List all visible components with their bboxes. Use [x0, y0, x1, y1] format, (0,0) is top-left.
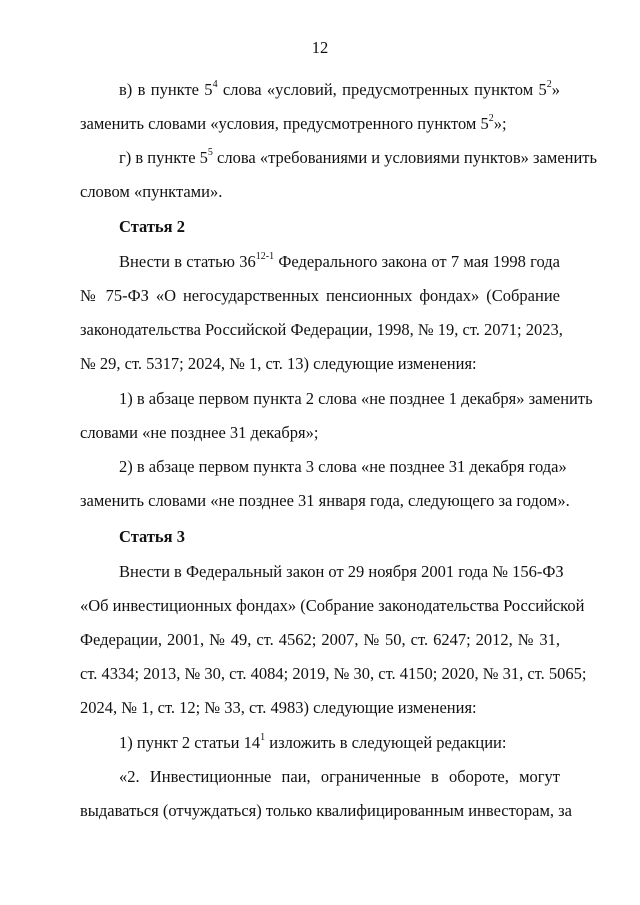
- paragraph-line: 2) в абзаце первом пункта 3 слова «не позднее 31 декабря года»: [119, 457, 567, 476]
- paragraph-line: выдаваться (отчуждаться) только квалифицированным инвесторам, за: [80, 801, 572, 820]
- paragraph-line: Внести в статью 36$^{12-1}$ Федерального закона от 7 мая 1998 года: [119, 250, 560, 271]
- paragraph-line: № 75-ФЗ «О негосударственных пенсионных фондах» (Собрание: [80, 286, 560, 305]
- article-heading: Статья 3: [119, 527, 185, 546]
- paragraph-line: ст. 4334; 2013, № 30, ст. 4084; 2019, № 30, ст. 4150; 2020, № 31, ст. 5065;: [80, 664, 587, 683]
- paragraph-line: заменить словами «не позднее 31 января года, следующего за годом».: [80, 491, 570, 510]
- article-heading: Статья 2: [119, 217, 185, 236]
- page-number: 12: [311, 38, 329, 57]
- paragraph-line: г) в пункте $5^5$ слова «требованиями и условиями пунктов» заменить: [119, 146, 598, 167]
- paragraph-line: 2024, № 1, ст. 12; № 33, ст. 4983) следующие изменения:: [80, 698, 477, 717]
- paragraph-line: законодательства Российской Федерации, 1998, № 19, ст. 2071; 2023,: [80, 320, 563, 339]
- paragraph-line: в) в пункте $5^4$ слова «условий, предусмотренных пунктом $5^2$»: [119, 78, 560, 99]
- paragraph-line: Федерации, 2001, № 49, ст. 4562; 2007, № 50, ст. 6247; 2012, № 31,: [80, 630, 560, 649]
- paragraph-line: «Об инвестиционных фондах» (Собрание законодательства Российской: [80, 596, 585, 615]
- paragraph-line: 1) пункт 2 статьи $14^1$ изложить в следующей редакции:: [119, 731, 507, 752]
- paragraph-line: № 29, ст. 5317; 2024, № 1, ст. 13) следующие изменения:: [80, 354, 477, 373]
- paragraph-line: словом «пунктами».: [80, 182, 223, 201]
- paragraph-line: словами «не позднее 31 декабря»;: [80, 423, 319, 442]
- paragraph-line: «2. Инвестиционные паи, ограниченные в обороте, могут: [119, 767, 560, 786]
- paragraph-line: 1) в абзаце первом пункта 2 слова «не позднее 1 декабря» заменить: [119, 389, 593, 408]
- paragraph-line: Внести в Федеральный закон от 29 ноября 2001 года № 156-ФЗ: [119, 562, 564, 581]
- paragraph-line: заменить словами «условия, предусмотренного пунктом $5^2$»;: [80, 112, 507, 133]
